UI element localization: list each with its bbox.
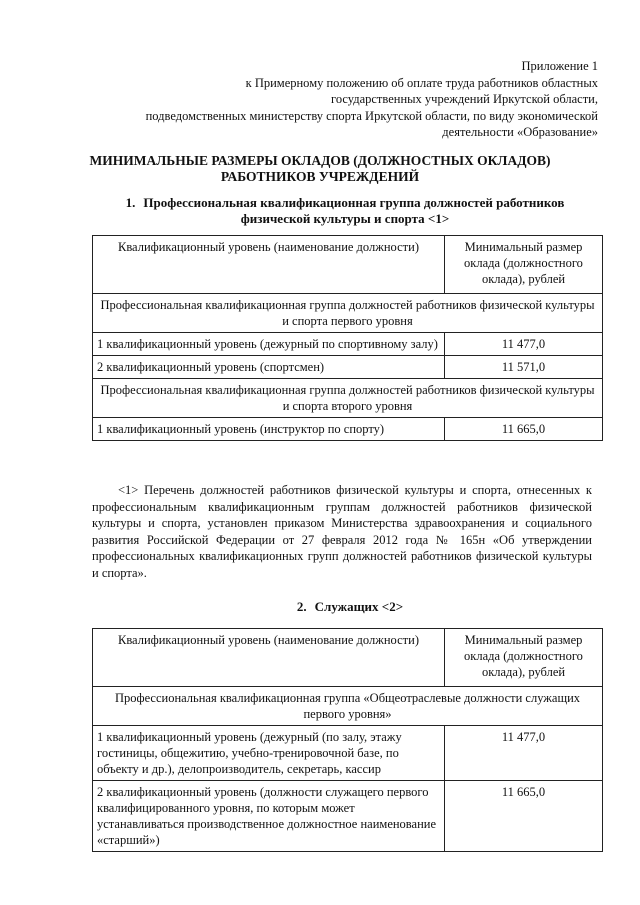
table-header-row — [93, 629, 603, 687]
section-1-heading-line-2: физической культуры и спорта <1> — [240, 211, 450, 226]
appendix-line: подведомственных министерству спорта Иркутской области, по виду экономической — [145, 108, 598, 123]
section-1-heading — [110, 195, 580, 227]
document-title — [60, 153, 580, 185]
qualification-level: 2 квалификационный уровень (должности служащего первого квалифицированного уровня, по которым может устанавливаться производственное должностное наименование «старший») — [93, 781, 445, 852]
section-1-title: Профессиональная квалификационная группа должностей работников — [143, 195, 565, 210]
table-header-row — [93, 236, 603, 294]
table-row — [93, 356, 603, 379]
section-1-number: 1. — [125, 195, 136, 210]
appendix-line: государственных учреждений Иркутской области, — [331, 92, 598, 106]
group-row — [93, 687, 603, 726]
table-row — [93, 333, 603, 356]
title-line-1: МИНИМАЛЬНЫЕ РАЗМЕРЫ ОКЛАДОВ (ДОЛЖНОСТНЫХ ОКЛАДОВ) — [89, 153, 551, 168]
salary-table-1 — [92, 235, 603, 441]
section-1-heading-line-1 — [110, 195, 580, 211]
footnote-1: <1> Перечень должностей работников физической культуры и спорта, отнесенных к профессиональным квалификационным группам должностей работников физической культуры и спорта, установлен приказом Министерства здравоохранения и социального развития Российской Федерации от 27 февраля 2012 года № 165н «Об утверждении профессиональных квалификационных групп должностей работников физической культуры и спорта». — [92, 483, 592, 580]
column-header-salary: Минимальный размер оклада (должностного оклада), рублей — [445, 236, 603, 294]
appendix-line: к Примерному положению об оплате труда работников областных — [245, 75, 598, 90]
section-2-heading — [150, 599, 550, 615]
table-row — [93, 781, 603, 852]
salary-value: 11 571,0 — [445, 356, 603, 379]
column-header-position: Квалификационный уровень (наименование должности) — [93, 629, 445, 687]
group-header: Профессиональная квалификационная группа должностей работников физической культуры и спорта второго уровня — [93, 379, 603, 418]
table-row — [93, 726, 603, 781]
group-header: Профессиональная квалификационная группа «Общеотраслевые должности служащих первого уровня» — [93, 687, 603, 726]
title-line-2: РАБОТНИКОВ УЧРЕЖДЕНИЙ — [220, 169, 420, 184]
qualification-level: 1 квалификационный уровень (дежурный по спортивному залу) — [93, 333, 445, 356]
salary-table-2 — [92, 628, 603, 852]
table-row — [93, 418, 603, 441]
appendix-line: деятельности «Образование» — [442, 125, 598, 139]
appendix-line: Приложение 1 — [521, 59, 598, 73]
column-header-position: Квалификационный уровень (наименование должности) — [93, 236, 445, 294]
section-2-title: Служащих <2> — [314, 599, 404, 614]
appendix-header — [118, 58, 598, 141]
group-header: Профессиональная квалификационная группа должностей работников физической культуры и спорта первого уровня — [93, 294, 603, 333]
salary-value: 11 477,0 — [445, 726, 603, 781]
qualification-level: 1 квалификационный уровень (инструктор по спорту) — [93, 418, 445, 441]
group-row — [93, 379, 603, 418]
salary-value: 11 477,0 — [445, 333, 603, 356]
salary-value: 11 665,0 — [445, 418, 603, 441]
section-2-number: 2. — [296, 599, 307, 614]
qualification-level: 2 квалификационный уровень (спортсмен) — [93, 356, 445, 379]
group-row — [93, 294, 603, 333]
qualification-level: 1 квалификационный уровень (дежурный (по залу, этажу гостиницы, общежитию, учебно-тренировочной базе, по объекту и др.), делопроизводитель, секретарь, кассир — [93, 726, 445, 781]
salary-value: 11 665,0 — [445, 781, 603, 852]
column-header-salary: Минимальный размер оклада (должностного оклада), рублей — [445, 629, 603, 687]
